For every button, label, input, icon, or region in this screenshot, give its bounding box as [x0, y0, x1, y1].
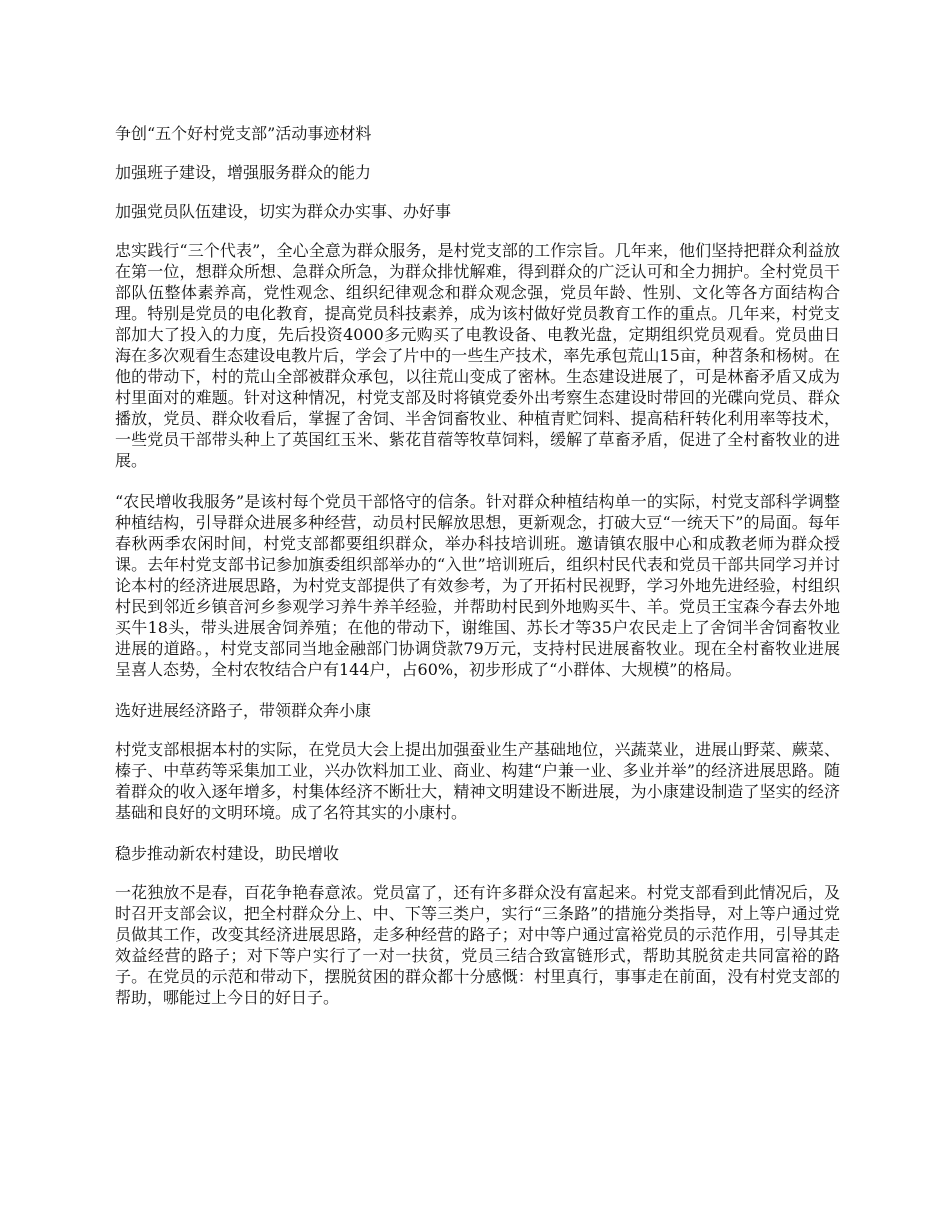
section-heading: 稳步推动新农村建设，助民增收 — [115, 844, 340, 863]
section-heading: 选好进展经济路子，带领群众奔小康 — [115, 701, 372, 720]
body-paragraph: “农民增收我服务”是该村每个党员干部恪守的信条。针对群众种植结构单一的实际，村党支部科学调整种植结构，引导群众进展多种经营，动员村民解放思想，更新观念，打破大豆“一统天下”的局面。每年春秋两季农闲时间，村党支部都要组织群众，举办科技培训班。邀请镇农服中心和成教老师为群众授课。去年村党支部书记参加旗委组织部举办的“入世”培训班后，组织村民代表和党员干部共同学习并讨论本村的经济进展思路，为村党支部提供了有效参考，为了开拓村民视野，学习外地先进经验，村组织村民到邻近乡镇音河乡参观学习养牛养羊经验，并帮助村民到外地购买牛、羊。党员王宝森今春去外地买牛18头，带头进展舍饲养殖；在他的带动下，谢维国、苏长才等35户农民走上了舍饲半舍饲畜牧业进展的道路。，村党支部同当地金融部门协调贷款79万元，支持村民进展畜牧业。现在全村畜牧业进展呈喜人态势，全村农牧结合户有144户，占60%，初步形成了“小群体、大规模”的格局。 — [115, 492, 840, 679]
body-paragraph: 忠实践行“三个代表”，全心全意为群众服务，是村党支部的工作宗旨。几年来，他们坚持把群众利益放在第一位，想群众所想、急群众所急，为群众排忧解难，得到群众的广泛认可和全力拥护。全村党员干部队伍整体素养高，党性观念、组织纪律观念和群众观念强，党员年龄、性别、文化等各方面结构合理。特别是党员的电化教育，提高党员科技素养，成为该村做好党员教育工作的重点。几年来，村党支部加大了投入的力度，先后投资4000多元购买了电教设备、电教光盘，定期组织党员观看。党员曲日海在多次观看生态建设电教片后，学会了片中的一些生产技术，率先承包荒山15亩，种苕条和杨树。在他的带动下，村的荒山全部被群众承包，以往荒山变成了密林。生态建设进展了，可是林畜矛盾又成为村里面对的难题。针对这种情况，村党支部及时将镇党委外出考察生态建设时带回的光碟向党员、群众播放，党员、群众收看后，掌握了舍饲、半舍饲畜牧业、种植青贮饲料、提高秸秆转化利用率等技术，一些党员干部带头种上了英国红玉米、紫花苜蓿等牧草饲料，缓解了草畜矛盾，促进了全村畜牧业的进展。 — [115, 241, 840, 470]
document-body — [115, 123, 840, 1028]
body-paragraph: 村党支部根据本村的实际，在党员大会上提出加强蚕业生产基础地位，兴蔬菜业，进展山野菜、蕨菜、榛子、中草药等采集加工业，兴办饮料加工业、商业、构建“户兼一业、多业并举”的经济进展思路。随着群众的收入逐年增多，村集体经济不断壮大，精神文明建设不断进展，为小康建设制造了坚实的经济基础和良好的文明环境。成了名符其实的小康村。 — [115, 740, 840, 822]
document-title: 争创“五个好村党支部”活动事迹材料 — [115, 124, 372, 143]
section-heading: 加强班子建设，增强服务群众的能力 — [115, 163, 372, 182]
body-paragraph: 一花独放不是春，百花争艳春意浓。党员富了，还有许多群众没有富起来。村党支部看到此情况后，及时召开支部会议，把全村群众分上、中、下等三类户，实行“三条路”的措施分类指导，对上等户通过党员做其工作，改变其经济进展思路，走多种经营的路子；对中等户通过富裕党员的示范作用，引导其走效益经营的路子；对下等户实行了一对一扶贫，党员三结合致富链形式，帮助其脱贫走共同富裕的路子。在党员的示范和带动下，摆脱贫困的群众都十分感慨：村里真行，事事走在前面，没有村党支部的帮助，哪能过上今日的好日子。 — [115, 883, 840, 1007]
section-heading: 加强党员队伍建设，切实为群众办实事、办好事 — [115, 202, 452, 221]
